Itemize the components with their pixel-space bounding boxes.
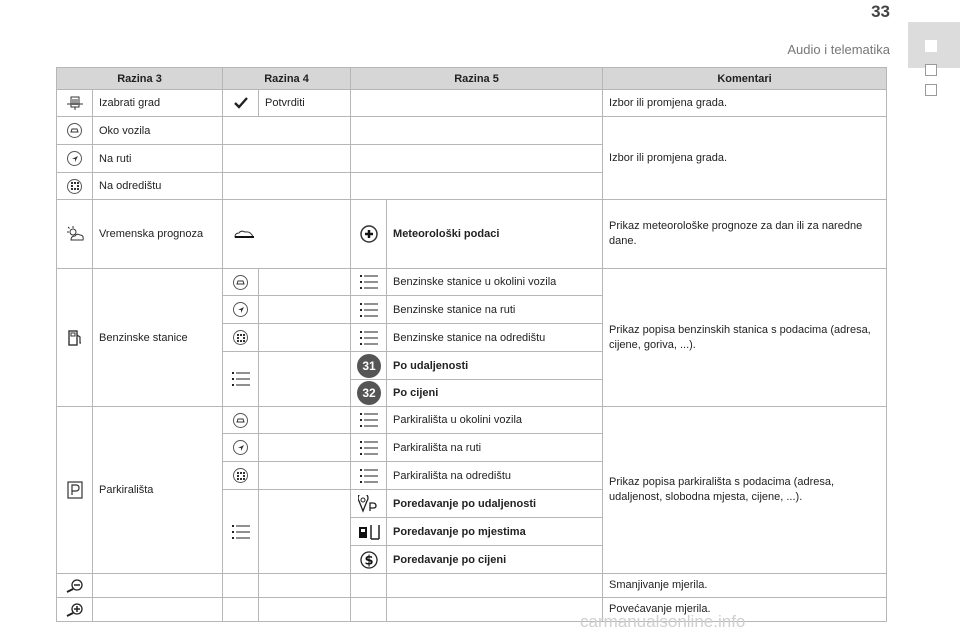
city-icon	[65, 95, 85, 111]
area-comment: Izbor ili promjena grada.	[603, 117, 887, 200]
list-icon	[360, 275, 378, 289]
checkmark-icon	[234, 97, 248, 109]
parking-sort-spaces[interactable]: Poredavanje po mjestima	[387, 518, 603, 546]
weather-label[interactable]: Vremenska prognoza	[93, 200, 223, 269]
parking-on-route[interactable]: Parkirališta na ruti	[387, 434, 603, 462]
list-icon	[360, 469, 378, 483]
header-comments: Komentari	[603, 68, 887, 90]
section-title: Audio i telematika	[787, 42, 890, 57]
fuel-on-route[interactable]: Benzinske stanice na ruti	[387, 296, 603, 324]
badge-31: 31	[357, 354, 381, 378]
table-row	[57, 269, 887, 296]
table-row	[57, 598, 887, 622]
fuel-by-distance[interactable]: Po udaljenosti	[387, 352, 603, 380]
side-box-1	[925, 40, 937, 52]
list-icon	[360, 413, 378, 427]
parking-around-vehicle[interactable]: Parkirališta u okolini vozila	[387, 407, 603, 434]
fuel-around-vehicle[interactable]: Benzinske stanice u okolini vozila	[387, 269, 603, 296]
badge-32: 32	[357, 381, 381, 405]
cloud-icon	[233, 229, 255, 239]
watermark: carmanualsonline.info	[580, 612, 746, 631]
header-level-4: Razina 4	[223, 68, 351, 90]
table-row	[57, 574, 887, 598]
list-icon	[232, 525, 250, 539]
list-icon	[360, 441, 378, 455]
fuel-stations-label[interactable]: Benzinske stanice	[93, 269, 223, 407]
vehicle-icon	[67, 123, 82, 138]
route-arrow-icon	[67, 151, 82, 166]
route-arrow-icon	[233, 302, 248, 317]
parking-label[interactable]: Parkirališta	[93, 407, 223, 574]
around-vehicle-label[interactable]: Oko vozila	[93, 117, 223, 145]
weather-data-label[interactable]: Meteorološki podaci	[387, 200, 603, 269]
parking-sort-distance[interactable]: Poredavanje po udaljenosti	[387, 490, 603, 518]
page-number: 33	[871, 2, 890, 21]
parking-comment: Prikaz popisa parkirališta s podacima (adresa, udaljenost, slobodna mjesta, cijene, ...).	[603, 407, 887, 574]
parking-sort-price[interactable]: Poredavanje po cijeni	[387, 546, 603, 574]
vehicle-icon	[233, 413, 248, 428]
route-arrow-icon	[233, 440, 248, 455]
fuel-comment: Prikaz popisa benzinskih stanica s podacima (adresa, cijene, goriva, ...).	[603, 269, 887, 407]
fuel-by-price[interactable]: Po cijeni	[387, 380, 603, 407]
fuel-pump-icon	[67, 329, 83, 347]
location-pin-p-icon	[358, 495, 380, 513]
parking-icon	[67, 481, 83, 499]
table-row	[57, 407, 887, 434]
destination-icon	[233, 468, 248, 483]
city-label[interactable]: Izabrati grad	[93, 90, 223, 117]
destination-icon	[67, 179, 82, 194]
table-row	[57, 200, 887, 269]
vehicle-icon	[233, 275, 248, 290]
table-row	[57, 90, 887, 117]
add-circle-icon	[360, 225, 378, 243]
fuel-at-destination[interactable]: Benzinske stanice na odredištu	[387, 324, 603, 352]
settings-table	[56, 67, 887, 622]
parking-spaces-icon	[358, 524, 380, 540]
header-level-3: Razina 3	[57, 68, 223, 90]
zoom-in-comment: Povećavanje mjerila.	[603, 598, 887, 622]
zoom-in-icon	[65, 603, 85, 617]
zoom-out-comment: Smanjivanje mjerila.	[603, 574, 887, 598]
header-level-5: Razina 5	[351, 68, 603, 90]
destination-icon	[233, 330, 248, 345]
confirm-label[interactable]: Potvrditi	[259, 90, 351, 117]
zoom-out-icon	[65, 579, 85, 593]
parking-at-destination[interactable]: Parkirališta na odredištu	[387, 462, 603, 490]
list-icon	[360, 331, 378, 345]
list-icon	[232, 372, 250, 386]
table-header-row	[57, 68, 887, 90]
dollar-icon	[360, 551, 378, 569]
side-box-3	[925, 84, 937, 96]
list-icon	[360, 303, 378, 317]
on-route-label[interactable]: Na ruti	[93, 145, 223, 173]
side-box-2	[925, 64, 937, 76]
city-comment: Izbor ili promjena grada.	[603, 90, 887, 117]
table-row	[57, 117, 887, 145]
svg-text:$: $	[364, 553, 374, 568]
at-destination-label[interactable]: Na odredištu	[93, 173, 223, 200]
weather-icon	[65, 226, 85, 242]
weather-comment: Prikaz meteorološke prognoze za dan ili za naredne dane.	[603, 200, 887, 269]
